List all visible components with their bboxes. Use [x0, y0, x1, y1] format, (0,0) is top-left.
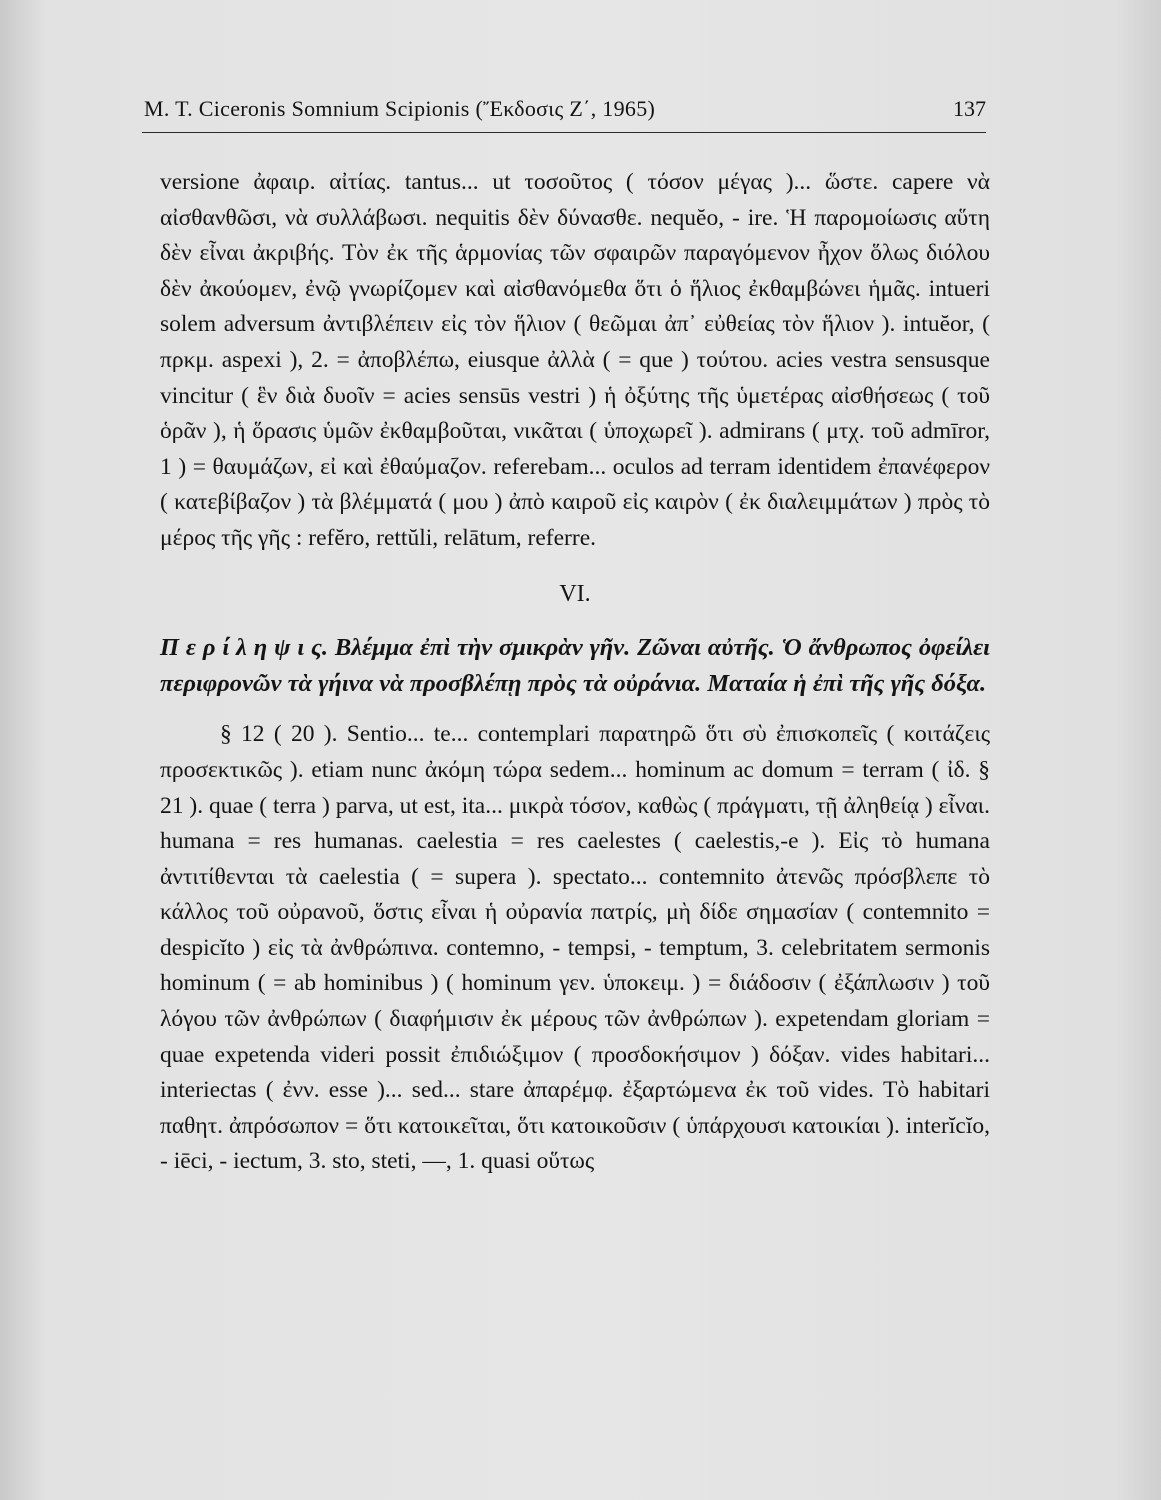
commentary-paragraph-1: versione ἀφαιρ. αἰτίας. tantus... ut τοσοῦτος ( τόσον μέγας )... ὥστε. capere νὰ αἰσθανθῶσι, νὰ συλλάβωσι. nequitis δὲν δύνασθε. nequĕo, - ire. Ἡ παρομοίωσις αὕτη δὲν εἶναι ἀκριβής. Τὸν ἐκ τῆς ἁρμονίας τῶν σφαιρῶν παραγόμενον ἦχον ὅλως διόλου δὲν ἀκούομεν, ἐνῷ γνωρίζομεν καὶ αἰσθανόμεθα ὅτι ὁ ἥλιος ἐκθαμβώνει ἡμᾶς. intueri solem adversum ἀντιβλέπειν εἰς τὸν ἥλιον ( θεῶμαι ἀπ᾽ εὐθείας τὸν ἥλιον ). intuĕor, ( πρκμ. aspexi ), 2. = ἀποβλέπω, eiusque ἀλλὰ ( = que ) τούτου. acies vestra sensusque vincitur ( ἓν διὰ δυοῖν = acies sensūs vestri ) ἡ ὀξύτης τῆς ὑμετέρας αἰσθήσεως ( τοῦ ὁρᾶν ), ἡ ὅρασις ὑμῶν ἐκθαμβοῦται, νικᾶται ( ὑποχωρεῖ ). admirans ( μτχ. τοῦ admīror, 1 ) = θαυμάζων, εἰ καὶ ἐθαύμαζον. referebam... oculos ad terram identidem ἐπανέφερον ( κατεβίβαζον ) τὰ βλέμματά ( μου ) ἀπὸ καιροῦ εἰς καιρὸν ( ἐκ διαλειμμάτων ) πρὸς τὸ μέρος τῆς γῆς : refĕro, rettŭli, relātum, referre. — [160, 169, 990, 551]
section-heading: VI. — [559, 580, 591, 607]
commentary-paragraph-2: § 12 ( 20 ). Sentio... te... contemplari παρατηρῶ ὅτι σὺ ἐπισκοπεῖς ( κοιτάζεις προσεκτικῶς ). etiam nunc ἀκόμη τώρα sedem... hominum ac domum = terram ( ἰδ. § 21 ). quae ( terra ) parva, ut est, ita... μικρὰ τόσον, καθὼς ( πράγματι, τῇ ἀληθείᾳ ) εἶναι. humana = res humanas. caelestia = res caelestes ( caelestis,-e ). Εἰς τὸ humana ἀντιτίθενται τὰ caelestia ( = supera ). spectato... contemnito ἀτενῶς πρόσβλεπε τὸ κάλλος τοῦ οὐρανοῦ, ὅστις εἶναι ἡ οὐρανία πατρίς, μὴ δίδε σημασίαν ( contemnito = despicĭto ) εἰς τὰ ἀνθρώπινα. contemno, - tempsi, - temptum, 3. celebritatem sermonis hominum ( = ab hominibus ) ( hominum γεν. ὑποκειμ. ) = διάδοσιν ( ἐξάπλωσιν ) τοῦ λόγου τῶν ἀνθρώπων ( διαφήμισιν ἐκ μέρους τῶν ἀνθρώπων ). expetendam gloriam = quae expetenda videri possit ἐπιδιώξιμον ( προσδοκήσιμον ) δόξαν. vides habitari... interiectas ( ἐνν. esse )... sed... stare ἀπαρέμφ. ἐξαρτώμενα ἐκ τοῦ vides. Τὸ habitari παθητ. ἀπρόσωπον = ὅτι κατοικεῖται, ὅτι κατοικοῦσιν ( ὑπάρχουσι κατοικίαι ). interĭcĭo, - iēci, - iectum, 3. sto, steti, —, 1. quasi οὕτως — [160, 721, 990, 1175]
page-body — [160, 165, 990, 1180]
page-number: 137 — [953, 96, 986, 121]
section-summary: Π ε ρ ί λ η ψ ι ς. Βλέμμα ἐπὶ τὴν σμικρὰν γῆν. Ζῶναι αὐτῆς. Ὁ ἄνθρωπος ὀφείλει περιφρονῶν τὰ γήινα νὰ προσβλέπῃ πρὸς τὰ οὐράνια. Ματαία ἡ ἐπὶ τῆς γῆς δόξα. — [160, 634, 990, 697]
running-title: M. T. Ciceronis Somnium Scipionis (Ἔκδοσις Ζ΄, 1965) — [144, 96, 656, 121]
running-header — [142, 92, 986, 133]
